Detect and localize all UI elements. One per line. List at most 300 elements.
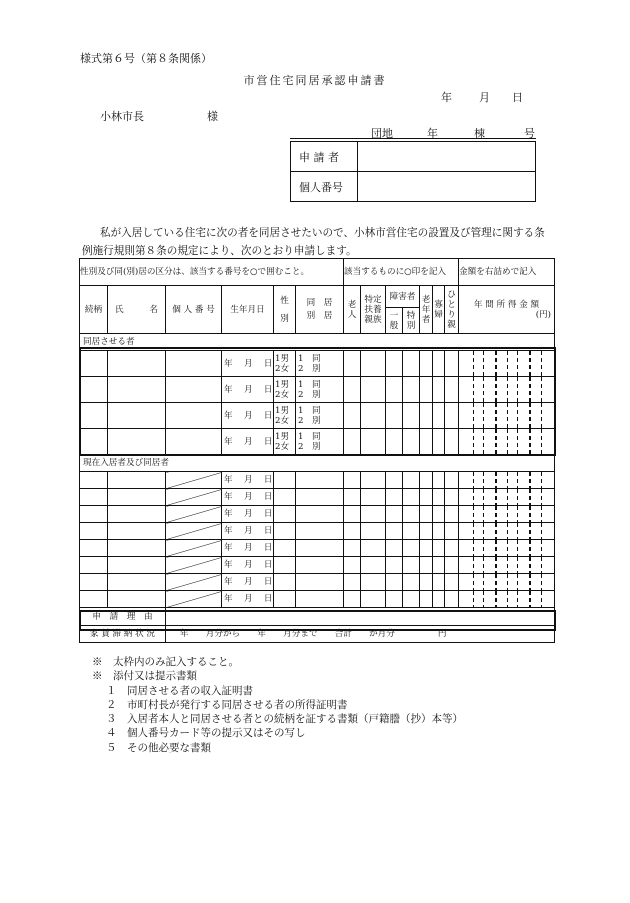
- h-income-2: (円): [535, 309, 551, 320]
- check-cell[interactable]: [361, 472, 386, 489]
- date-year-label: 年: [441, 91, 452, 104]
- check-cell[interactable]: [386, 523, 403, 540]
- check-cell[interactable]: [445, 403, 459, 429]
- relation-cell[interactable]: [80, 523, 108, 540]
- check-cell[interactable]: [344, 506, 361, 523]
- check-cell[interactable]: [420, 351, 433, 377]
- check-cell[interactable]: [433, 591, 445, 608]
- sex-cell[interactable]: [274, 591, 296, 608]
- birth-month: 月: [243, 475, 253, 485]
- birth-day: 日: [263, 475, 273, 485]
- section-cohabit: 同居させる者: [80, 334, 555, 351]
- income-cell[interactable]: [459, 557, 555, 574]
- danchi-label: 団地: [371, 127, 393, 140]
- gou-label: 号: [524, 127, 535, 140]
- check-cell[interactable]: [386, 489, 403, 506]
- h-sex-1: 性: [280, 295, 289, 306]
- birth-year: 年: [224, 560, 233, 570]
- notes: [92, 655, 552, 755]
- check-cell[interactable]: [433, 351, 445, 377]
- check-cell[interactable]: [420, 557, 433, 574]
- check-cell[interactable]: [386, 506, 403, 523]
- mynumber-cell-crossed: [166, 591, 222, 608]
- table-row: [80, 523, 555, 540]
- kyo-cell[interactable]: [296, 591, 344, 608]
- check-cell[interactable]: [403, 557, 420, 574]
- birth-day: 日: [263, 560, 273, 570]
- relation-cell[interactable]: [80, 557, 108, 574]
- check-cell[interactable]: [403, 489, 420, 506]
- check-cell[interactable]: [403, 591, 420, 608]
- birth-month: 月: [243, 577, 253, 587]
- check-cell[interactable]: [420, 506, 433, 523]
- rent-label: 家 賃 滞 納 状 況: [80, 626, 166, 643]
- check-cell[interactable]: [445, 591, 459, 608]
- relation-cell[interactable]: [80, 489, 108, 506]
- mynumber-cell-crossed: [166, 557, 222, 574]
- check-cell[interactable]: [445, 489, 459, 506]
- relation-cell[interactable]: [80, 377, 108, 403]
- check-cell[interactable]: [433, 472, 445, 489]
- reason-field[interactable]: [166, 608, 555, 626]
- date-month-label: 月: [479, 91, 490, 104]
- h-disabled: 障害者: [386, 286, 420, 308]
- check-cell[interactable]: [344, 540, 361, 557]
- birth-cell[interactable]: [222, 591, 274, 608]
- check-cell[interactable]: [433, 557, 445, 574]
- h-kyo: [296, 286, 344, 334]
- table-row: [80, 489, 555, 506]
- cohabit-rows: [80, 351, 555, 455]
- check-cell[interactable]: [445, 472, 459, 489]
- sex-female: 2女: [275, 363, 290, 374]
- check-cell[interactable]: [433, 574, 445, 591]
- birth-month: 月: [243, 560, 253, 570]
- section-current: 現在入居者及び同居者: [80, 455, 555, 472]
- birth-year: 年: [224, 358, 233, 369]
- sex-male: 1男: [275, 405, 290, 416]
- sex-cell[interactable]: [274, 523, 296, 540]
- table-row: [80, 540, 555, 557]
- check-cell[interactable]: [344, 591, 361, 608]
- h-fuyo-1: 特定: [364, 294, 382, 305]
- note-item: ５ その他必要な書類: [106, 741, 211, 754]
- addr-year-label: 年: [427, 127, 438, 140]
- mynumber-cell[interactable]: [166, 403, 222, 429]
- kyo-cell[interactable]: [296, 351, 344, 377]
- check-cell[interactable]: [344, 429, 361, 455]
- check-cell[interactable]: [344, 489, 361, 506]
- check-cell[interactable]: [386, 574, 403, 591]
- check-cell[interactable]: [433, 540, 445, 557]
- sex-cell[interactable]: [274, 506, 296, 523]
- check-cell[interactable]: [420, 574, 433, 591]
- name-cell[interactable]: [108, 574, 166, 591]
- kyo-cell[interactable]: [296, 523, 344, 540]
- name-cell[interactable]: [108, 591, 166, 608]
- mynumber-cell[interactable]: [166, 429, 222, 455]
- h-single: [445, 286, 459, 334]
- reason-label: 申 請 理 由: [80, 608, 166, 626]
- kyo-cell[interactable]: [296, 574, 344, 591]
- h-dis-special-2: 別: [406, 320, 416, 331]
- birth-month: 月: [243, 543, 253, 553]
- h-single-1: ひ: [447, 289, 456, 300]
- sex-cell[interactable]: [274, 351, 296, 377]
- kyo-sep: 2 別: [298, 389, 321, 400]
- check-cell[interactable]: [361, 377, 386, 403]
- h-fuyo-2: 扶養: [364, 304, 382, 315]
- table-row: [80, 557, 555, 574]
- mynumber-field[interactable]: [358, 172, 536, 202]
- h-income: [459, 286, 555, 334]
- sex-male: 1男: [275, 353, 290, 364]
- kyo-cell[interactable]: [296, 377, 344, 403]
- income-cell[interactable]: [459, 377, 555, 403]
- amount-note: 金額を右詰めで記入: [459, 259, 555, 286]
- check-cell[interactable]: [420, 540, 433, 557]
- birth-day: 日: [263, 577, 273, 587]
- check-cell[interactable]: [445, 429, 459, 455]
- check-cell[interactable]: [420, 429, 433, 455]
- check-cell[interactable]: [386, 403, 403, 429]
- check-cell[interactable]: [344, 377, 361, 403]
- h-elderly-2: 人: [347, 309, 357, 320]
- mynumber-cell-crossed: [166, 472, 222, 489]
- name-cell[interactable]: [108, 403, 166, 429]
- check-cell[interactable]: [361, 591, 386, 608]
- check-cell[interactable]: [361, 523, 386, 540]
- rent-status: 年 月分から 年 月分まで 合計 か月分 円: [166, 626, 555, 643]
- birth-day: 日: [263, 509, 273, 519]
- check-cell[interactable]: [433, 489, 445, 506]
- addressee: 小林市長: [100, 110, 144, 123]
- sex-female: 2女: [275, 389, 290, 400]
- h-aged-2: 年: [421, 304, 431, 315]
- check-cell[interactable]: [361, 506, 386, 523]
- name-cell[interactable]: [108, 489, 166, 506]
- kyo-same: 1 同: [298, 405, 321, 416]
- kyo-cell[interactable]: [296, 557, 344, 574]
- sex-cell[interactable]: [274, 403, 296, 429]
- birth-month: 月: [243, 492, 253, 502]
- h-sex: [274, 286, 296, 334]
- h-widow-1: 寡: [434, 299, 443, 310]
- sex-cell[interactable]: [274, 557, 296, 574]
- relation-cell[interactable]: [80, 429, 108, 455]
- birth-year: 年: [224, 543, 233, 553]
- check-cell[interactable]: [445, 540, 459, 557]
- check-cell[interactable]: [344, 557, 361, 574]
- check-cell[interactable]: [403, 377, 420, 403]
- birth-day: 日: [263, 543, 273, 553]
- table-row: [80, 403, 555, 429]
- check-cell[interactable]: [433, 429, 445, 455]
- check-cell[interactable]: [403, 351, 420, 377]
- check-cell[interactable]: [361, 540, 386, 557]
- birth-month: 月: [243, 384, 253, 395]
- table-row: [80, 429, 555, 455]
- birth-month: 月: [243, 526, 253, 536]
- h-name: [108, 286, 166, 334]
- sex-male: 1男: [275, 379, 290, 390]
- form-number: 様式第６号（第８条関係）: [80, 52, 212, 65]
- h-dis-special-1: 特: [406, 310, 416, 321]
- check-cell[interactable]: [386, 377, 403, 403]
- income-cell[interactable]: [459, 489, 555, 506]
- check-cell[interactable]: [344, 574, 361, 591]
- h-single-4: 親: [447, 319, 456, 330]
- birth-year: 年: [224, 577, 233, 587]
- birth-day: 日: [263, 410, 273, 421]
- check-cell[interactable]: [420, 472, 433, 489]
- check-cell[interactable]: [420, 591, 433, 608]
- check-cell[interactable]: [420, 523, 433, 540]
- check-cell[interactable]: [420, 377, 433, 403]
- kyo-same: 1 同: [298, 353, 321, 364]
- check-cell[interactable]: [361, 351, 386, 377]
- birth-day: 日: [263, 358, 273, 369]
- mynumber-cell[interactable]: [166, 351, 222, 377]
- check-cell[interactable]: [344, 403, 361, 429]
- birth-cell[interactable]: [222, 574, 274, 591]
- check-cell[interactable]: [403, 540, 420, 557]
- h-widow: [433, 286, 445, 334]
- birth-year: 年: [224, 436, 233, 447]
- kyo-sep: 2 別: [298, 441, 321, 452]
- kyo-same: 1 同: [298, 379, 321, 390]
- table-row: [80, 377, 555, 403]
- income-cell[interactable]: [459, 351, 555, 377]
- mynumber-cell[interactable]: [166, 377, 222, 403]
- sex-male: 1男: [275, 431, 290, 442]
- birth-cell[interactable]: [222, 429, 274, 455]
- birth-year: 年: [224, 492, 233, 502]
- h-income-1: 年 間 所 得 金 額: [473, 299, 540, 310]
- h-relation: 続柄: [80, 286, 108, 334]
- birth-cell[interactable]: [222, 540, 274, 557]
- income-cell[interactable]: [459, 523, 555, 540]
- sex-cell[interactable]: [274, 540, 296, 557]
- check-cell[interactable]: [420, 403, 433, 429]
- h-dis-general-2: 般: [389, 320, 399, 331]
- kyo-cell[interactable]: [296, 472, 344, 489]
- sex-cell[interactable]: [274, 489, 296, 506]
- income-cell[interactable]: [459, 429, 555, 455]
- income-cell[interactable]: [459, 472, 555, 489]
- relation-cell[interactable]: [80, 540, 108, 557]
- check-cell[interactable]: [433, 377, 445, 403]
- check-cell[interactable]: [386, 540, 403, 557]
- name-cell[interactable]: [108, 351, 166, 377]
- mynumber-cell-crossed: [166, 523, 222, 540]
- h-birth: 生年月日: [222, 286, 274, 334]
- sex-female: 2女: [275, 415, 290, 426]
- check-cell[interactable]: [445, 351, 459, 377]
- name-cell[interactable]: [108, 557, 166, 574]
- income-cell[interactable]: [459, 591, 555, 608]
- kyo-cell[interactable]: [296, 429, 344, 455]
- birth-month: 月: [243, 594, 253, 604]
- mynumber-cell-crossed: [166, 506, 222, 523]
- name-cell[interactable]: [108, 540, 166, 557]
- h-dis-special: [403, 308, 420, 334]
- check-cell[interactable]: [433, 523, 445, 540]
- check-cell[interactable]: [344, 351, 361, 377]
- mynumber-cell-crossed: [166, 540, 222, 557]
- birth-month: 月: [243, 410, 253, 421]
- income-cell[interactable]: [459, 574, 555, 591]
- birth-cell[interactable]: [222, 523, 274, 540]
- birth-cell[interactable]: [222, 403, 274, 429]
- h-dis-general-1: 一: [389, 310, 399, 321]
- table-row: [80, 506, 555, 523]
- h-name-1: 氏: [114, 304, 124, 315]
- check-cell[interactable]: [445, 506, 459, 523]
- h-widow-2: 婦: [434, 309, 443, 320]
- birth-cell[interactable]: [222, 377, 274, 403]
- check-cell[interactable]: [386, 557, 403, 574]
- mynumber-cell-crossed: [166, 489, 222, 506]
- sex-cell[interactable]: [274, 377, 296, 403]
- h-single-2: と: [447, 299, 456, 310]
- check-cell[interactable]: [433, 403, 445, 429]
- income-cell[interactable]: [459, 540, 555, 557]
- note-item: ４ 個人番号カード等の提示又はその写し: [106, 727, 306, 740]
- table-row: [80, 351, 555, 377]
- current-rows: [80, 472, 555, 608]
- check-cell[interactable]: [361, 489, 386, 506]
- birth-year: 年: [224, 475, 233, 485]
- h-elderly: [344, 286, 361, 334]
- h-kyo-1: 同 居: [306, 298, 333, 308]
- kyo-cell[interactable]: [296, 540, 344, 557]
- h-sex-2: 別: [280, 313, 289, 324]
- relation-cell[interactable]: [80, 403, 108, 429]
- check-cell[interactable]: [433, 506, 445, 523]
- applicant-label: 申 請 者: [291, 142, 358, 172]
- address-underline: [290, 138, 536, 139]
- check-cell[interactable]: [344, 472, 361, 489]
- birth-cell[interactable]: [222, 351, 274, 377]
- birth-year: 年: [224, 410, 233, 421]
- birth-year: 年: [224, 594, 233, 604]
- birth-cell[interactable]: [222, 472, 274, 489]
- check-cell[interactable]: [361, 429, 386, 455]
- relation-cell[interactable]: [80, 591, 108, 608]
- h-fuyo: [361, 286, 386, 334]
- mark-note: 該当するものに○印を記入: [344, 259, 459, 286]
- relation-cell[interactable]: [80, 574, 108, 591]
- kyo-cell[interactable]: [296, 403, 344, 429]
- birth-year: 年: [224, 526, 233, 536]
- check-cell[interactable]: [386, 351, 403, 377]
- note-item: ３ 入居者本人と同居させる者との続柄を証する書類（戸籍謄（抄）本等）: [106, 713, 463, 726]
- check-cell[interactable]: [445, 523, 459, 540]
- birth-year: 年: [224, 384, 233, 395]
- tou-label: 棟: [474, 127, 485, 140]
- note-item: ２ 市町村長が発行する同居させる者の所得証明書: [106, 698, 348, 711]
- h-aged-3: 者: [421, 314, 431, 325]
- name-cell[interactable]: [108, 429, 166, 455]
- name-cell[interactable]: [108, 377, 166, 403]
- sex-cell[interactable]: [274, 472, 296, 489]
- birth-cell[interactable]: [222, 506, 274, 523]
- check-cell[interactable]: [361, 574, 386, 591]
- check-cell[interactable]: [403, 506, 420, 523]
- request-paragraph: 私が入居している住宅に次の者を同居させたいので、小林市営住宅の設置及び管理に関する条例施行規則第８条の規定により、次のとおり申請します。: [82, 227, 545, 257]
- check-cell[interactable]: [403, 403, 420, 429]
- check-cell[interactable]: [344, 523, 361, 540]
- table-row: [80, 472, 555, 489]
- name-cell[interactable]: [108, 472, 166, 489]
- check-cell[interactable]: [361, 403, 386, 429]
- h-mynumber: 個 人 番 号: [166, 286, 222, 334]
- check-cell[interactable]: [403, 472, 420, 489]
- birth-month: 月: [243, 436, 253, 447]
- birth-day: 日: [263, 384, 273, 395]
- kyo-sep: 2 別: [298, 415, 321, 426]
- name-cell[interactable]: [108, 523, 166, 540]
- check-cell[interactable]: [445, 377, 459, 403]
- name-cell[interactable]: [108, 506, 166, 523]
- income-cell[interactable]: [459, 403, 555, 429]
- h-fuyo-3: 親族: [364, 314, 382, 325]
- relation-cell[interactable]: [80, 351, 108, 377]
- note-item: １ 同居させる者の収入証明書: [106, 684, 253, 697]
- note-1: ※ 太枠内のみ記入すること。: [92, 656, 239, 668]
- h-dis-general: [386, 308, 403, 334]
- birth-month: 月: [243, 509, 253, 519]
- check-cell[interactable]: [386, 591, 403, 608]
- check-cell[interactable]: [445, 557, 459, 574]
- page-title: 市営住宅同居承認申請書: [243, 74, 387, 87]
- sex-cell[interactable]: [274, 429, 296, 455]
- check-cell[interactable]: [445, 574, 459, 591]
- date-day-label: 日: [512, 91, 523, 104]
- table-row: [80, 591, 555, 608]
- applicant-field[interactable]: [358, 142, 536, 172]
- kyo-cell[interactable]: [296, 489, 344, 506]
- birth-month: 月: [243, 358, 253, 369]
- check-cell[interactable]: [361, 557, 386, 574]
- applicant-table: [290, 141, 536, 202]
- check-cell[interactable]: [403, 574, 420, 591]
- check-cell[interactable]: [403, 523, 420, 540]
- addressee-suffix: 様: [207, 110, 218, 123]
- birth-cell[interactable]: [222, 557, 274, 574]
- check-cell[interactable]: [386, 472, 403, 489]
- income-cell[interactable]: [459, 506, 555, 523]
- sex-cell[interactable]: [274, 574, 296, 591]
- check-cell[interactable]: [403, 429, 420, 455]
- h-name-2: 名: [149, 304, 158, 315]
- table-row: [80, 574, 555, 591]
- sex-female: 2女: [275, 441, 290, 452]
- birth-day: 日: [263, 526, 273, 536]
- kyo-cell[interactable]: [296, 506, 344, 523]
- relation-cell[interactable]: [80, 472, 108, 489]
- h-kyo-2: 別 居: [306, 311, 333, 321]
- birth-day: 日: [263, 594, 273, 604]
- household-table: [79, 258, 555, 643]
- birth-day: 日: [263, 492, 273, 502]
- check-cell[interactable]: [386, 429, 403, 455]
- relation-cell[interactable]: [80, 506, 108, 523]
- birth-cell[interactable]: [222, 489, 274, 506]
- h-aged-1: 老: [421, 294, 431, 305]
- check-cell[interactable]: [420, 489, 433, 506]
